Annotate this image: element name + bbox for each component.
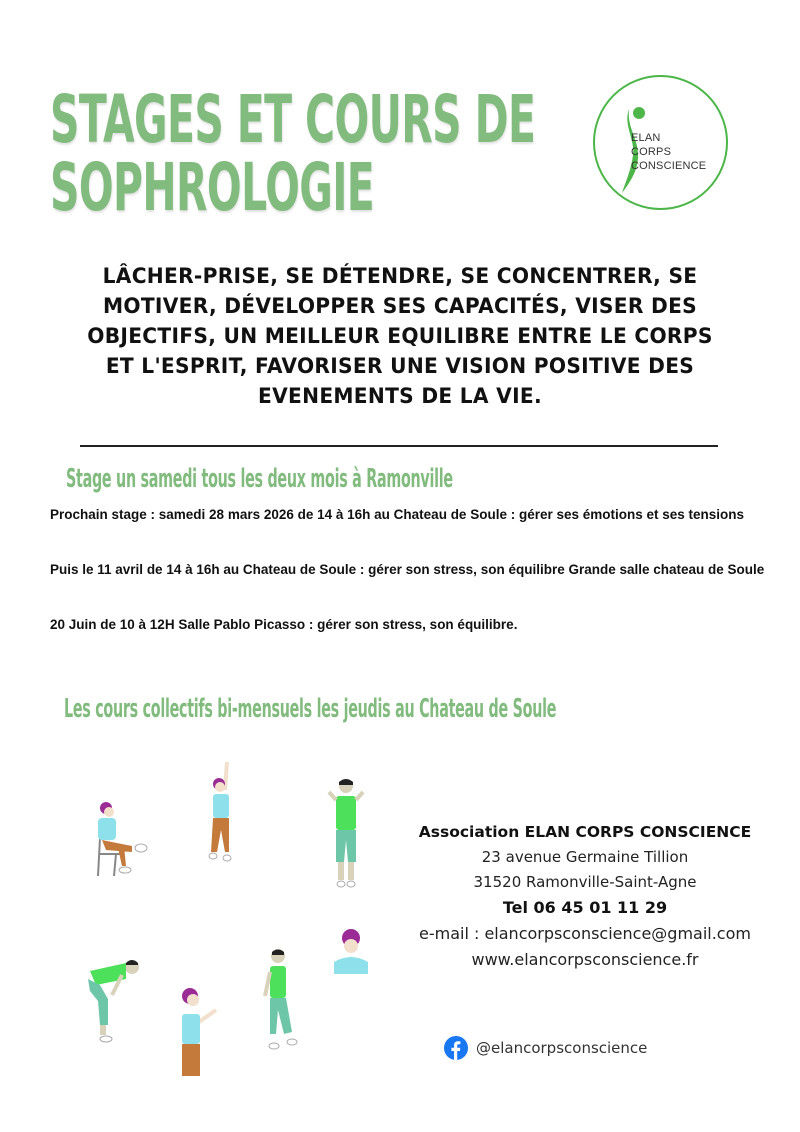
stages-heading: Stage un samedi tous les deux mois à Ramonville	[66, 464, 453, 494]
association-name: Association ELAN CORPS CONSCIENCE	[418, 823, 752, 841]
address-line-1: 23 avenue Germaine Tillion	[481, 848, 689, 866]
website-link[interactable]: www.elancorpsconscience.fr	[471, 950, 699, 969]
stage-item-3: 20 Juin de 10 à 12H Salle Pablo Picasso : gérer son stress, son équilibre.	[50, 617, 518, 632]
logo-text	[631, 131, 706, 173]
logo-line-3: CONSCIENCE	[631, 160, 707, 172]
facebook-link[interactable]	[444, 1036, 647, 1060]
cours-heading: Les cours collectifs bi-mensuels les jeudis au Chateau de Soule	[64, 694, 557, 724]
woman-bust-illustration	[330, 928, 372, 976]
email-address[interactable]: e-mail : elancorpsconscience@gmail.com	[419, 924, 751, 943]
seated-woman-illustration	[92, 798, 152, 880]
logo-line-1: ELAN	[631, 132, 661, 144]
standing-man-illustration	[326, 776, 366, 890]
thumbs-up-woman-illustration	[178, 986, 222, 1078]
tagline: LÂCHER-PRISE, SE DÉTENDRE, SE CONCENTRER, SE MOTIVER, DÉVELOPPER SES CAPACITÉS, VISER DES OBJECTIFS, UN MEILLEUR EQUILIBRE ENTRE LE CORPS ET L'ESPRIT, FAVORISER UNE VISION POSITIVE DES EVENEMENTS DE LA VIE.	[87, 264, 713, 409]
stage-item-1: Prochain stage : samedi 28 mars 2026 de 14 à 16h au Chateau de Soule : gérer ses émotions et ses tensions	[50, 507, 745, 522]
title-line-1: STAGES ET COURS DE	[50, 81, 536, 158]
logo-line-2: CORPS	[631, 146, 672, 158]
walking-man-illustration	[262, 948, 300, 1054]
contact-block	[390, 820, 780, 973]
title-line-2: SOPHROLOGIE	[50, 149, 375, 226]
stretching-woman-illustration	[205, 760, 239, 864]
facebook-icon	[444, 1036, 468, 1060]
bending-man-illustration	[86, 955, 144, 1043]
facebook-handle: @elancorpsconscience	[476, 1039, 648, 1057]
phone-number: Tel 06 45 01 11 29	[502, 898, 668, 917]
address-line-2: 31520 Ramonville-Saint-Agne	[473, 873, 697, 891]
page-title	[50, 81, 571, 226]
stage-item-2: Puis le 11 avril de 14 à 16h au Chateau de Soule : gérer son stress, son équilibre Grande salle chateau de Soule	[50, 562, 765, 577]
divider	[80, 445, 718, 447]
logo	[593, 75, 728, 210]
